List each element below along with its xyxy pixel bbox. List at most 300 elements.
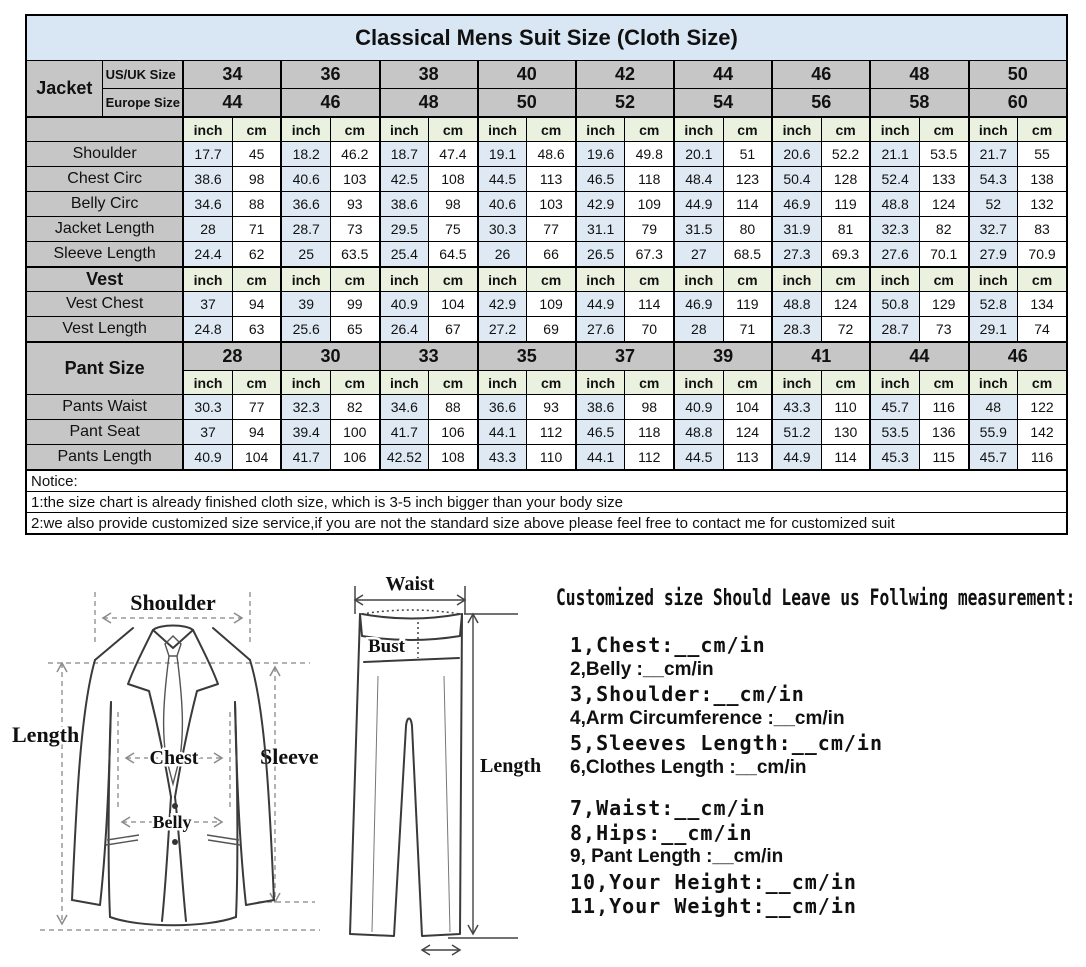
- measurement-list-item: 10,Your Height:__cm/in: [570, 869, 857, 894]
- inch-value-cell: 55.9: [969, 420, 1018, 445]
- inch-value-cell: 54.3: [969, 167, 1018, 192]
- inch-value-cell: 46.9: [674, 292, 723, 317]
- inch-value-cell: 34.6: [380, 395, 429, 420]
- us-uk-size: 36: [281, 61, 379, 89]
- measurement-list-item: 1,Chest:__cm/in: [570, 633, 766, 657]
- inch-value-cell: 27.6: [576, 317, 625, 343]
- measurement-list-item: 2,Belly :__cm/in: [570, 658, 714, 680]
- table-row: [26, 267, 1067, 292]
- inch-value-cell: 50.4: [772, 167, 821, 192]
- inch-value-cell: 26: [478, 242, 527, 268]
- us-uk-size-label: US/UK Size: [102, 61, 183, 89]
- cm-value-cell: 71: [232, 217, 281, 242]
- notice-title: Notice:: [26, 470, 1067, 492]
- unit-inch-header: inch: [183, 371, 232, 395]
- cm-value-cell: 64.5: [429, 242, 478, 268]
- inch-value-cell: 28.3: [772, 317, 821, 343]
- pant-size: 41: [772, 342, 870, 371]
- cm-value-cell: 70.1: [919, 242, 968, 268]
- cm-value-cell: 110: [821, 395, 870, 420]
- cm-value-cell: 122: [1018, 395, 1067, 420]
- shoulder-label: Shoulder: [130, 590, 216, 615]
- cm-value-cell: 124: [723, 420, 772, 445]
- inch-value-cell: 36.6: [478, 395, 527, 420]
- inch-value-cell: 42.9: [478, 292, 527, 317]
- unit-cm-header: cm: [821, 267, 870, 292]
- cm-value-cell: 79: [625, 217, 674, 242]
- unit-cm-header: cm: [429, 267, 478, 292]
- cm-value-cell: 129: [919, 292, 968, 317]
- inch-value-cell: 21.1: [870, 142, 919, 167]
- inch-value-cell: 46.9: [772, 192, 821, 217]
- unit-cm-header: cm: [625, 117, 674, 142]
- inch-value-cell: 32.3: [870, 217, 919, 242]
- inch-value-cell: 20.6: [772, 142, 821, 167]
- inch-value-cell: 41.7: [380, 420, 429, 445]
- unit-inch-header: inch: [772, 371, 821, 395]
- inch-value-cell: 44.5: [674, 445, 723, 471]
- table-row: [26, 395, 1067, 420]
- pants-length-label: Length: [480, 755, 542, 777]
- inch-value-cell: 32.3: [281, 395, 330, 420]
- table-row: [26, 217, 1067, 242]
- table-row: [26, 15, 1067, 61]
- cm-value-cell: 94: [232, 420, 281, 445]
- table-row: [26, 142, 1067, 167]
- table-row: [26, 242, 1067, 268]
- unit-cm-header: cm: [919, 267, 968, 292]
- custom-size-list: [556, 633, 1084, 919]
- inch-value-cell: 42.9: [576, 192, 625, 217]
- waist-label: Waist: [385, 573, 435, 595]
- unit-cm-header: cm: [1018, 371, 1067, 395]
- unit-inch-header: inch: [380, 371, 429, 395]
- unit-inch-header: inch: [870, 267, 919, 292]
- cm-value-cell: 69: [527, 317, 576, 343]
- inch-value-cell: 31.5: [674, 217, 723, 242]
- inch-value-cell: 18.7: [380, 142, 429, 167]
- unit-inch-header: inch: [478, 117, 527, 142]
- pant-size: 35: [478, 342, 576, 371]
- measurement-row-label: Vest Length: [26, 317, 183, 343]
- cm-value-cell: 71: [723, 317, 772, 343]
- inch-value-cell: 40.9: [380, 292, 429, 317]
- cm-value-cell: 114: [723, 192, 772, 217]
- unit-cm-header: cm: [429, 371, 478, 395]
- pants-outline: [350, 614, 462, 936]
- inch-value-cell: 18.2: [281, 142, 330, 167]
- bust-label: Bust: [368, 636, 405, 657]
- cm-value-cell: 106: [330, 445, 379, 471]
- cm-value-cell: 83: [1018, 217, 1067, 242]
- unit-inch-header: inch: [576, 117, 625, 142]
- cm-value-cell: 73: [330, 217, 379, 242]
- measurement-list-item: 5,Sleeves Length:__cm/in: [570, 731, 883, 755]
- inch-value-cell: 28: [674, 317, 723, 343]
- inch-value-cell: 44.9: [772, 445, 821, 471]
- table-row: [26, 117, 1067, 142]
- cm-value-cell: 93: [330, 192, 379, 217]
- pant-size: 33: [380, 342, 478, 371]
- belly-label: Belly: [152, 812, 192, 832]
- unit-cm-header: cm: [723, 117, 772, 142]
- blank-corner-cell: [26, 117, 183, 142]
- cm-value-cell: 80: [723, 217, 772, 242]
- inch-value-cell: 31.1: [576, 217, 625, 242]
- us-uk-size: 46: [772, 61, 870, 89]
- cm-value-cell: 133: [919, 167, 968, 192]
- us-uk-size: 44: [674, 61, 772, 89]
- cm-value-cell: 132: [1018, 192, 1067, 217]
- us-uk-size: 40: [478, 61, 576, 89]
- unit-inch-header: inch: [772, 267, 821, 292]
- cm-value-cell: 138: [1018, 167, 1067, 192]
- cm-value-cell: 81: [821, 217, 870, 242]
- table-row: [26, 342, 1067, 371]
- cm-value-cell: 77: [527, 217, 576, 242]
- measurement-list-item: 7,Waist:__cm/in: [570, 796, 766, 820]
- unit-inch-header: inch: [674, 371, 723, 395]
- unit-inch-header: inch: [870, 117, 919, 142]
- sleeve-measure-arrows: [258, 667, 315, 902]
- table-title: Classical Mens Suit Size (Cloth Size): [26, 15, 1067, 61]
- cm-value-cell: 55: [1018, 142, 1067, 167]
- inch-value-cell: 38.6: [183, 167, 232, 192]
- inch-value-cell: 51.2: [772, 420, 821, 445]
- cm-value-cell: 130: [821, 420, 870, 445]
- inch-value-cell: 25.4: [380, 242, 429, 268]
- cm-value-cell: 72: [821, 317, 870, 343]
- measurement-row-label: Belly Circ: [26, 192, 183, 217]
- unit-inch-header: inch: [576, 267, 625, 292]
- cm-value-cell: 109: [527, 292, 576, 317]
- cm-value-cell: 99: [330, 292, 379, 317]
- inch-value-cell: 45.7: [969, 445, 1018, 471]
- inch-value-cell: 48.8: [674, 420, 723, 445]
- inch-value-cell: 39.4: [281, 420, 330, 445]
- unit-cm-header: cm: [723, 267, 772, 292]
- table-row: [26, 292, 1067, 317]
- inch-value-cell: 52: [969, 192, 1018, 217]
- cm-value-cell: 103: [527, 192, 576, 217]
- inch-value-cell: 40.6: [281, 167, 330, 192]
- table-row: [26, 317, 1067, 343]
- inch-value-cell: 45.7: [870, 395, 919, 420]
- cm-value-cell: 94: [232, 292, 281, 317]
- inch-value-cell: 37: [183, 420, 232, 445]
- cm-value-cell: 114: [625, 292, 674, 317]
- cm-value-cell: 113: [527, 167, 576, 192]
- pant-size: 28: [183, 342, 281, 371]
- table-row: [26, 61, 1067, 89]
- inch-value-cell: 40.9: [183, 445, 232, 471]
- sleeve-label: Sleeve: [260, 744, 319, 769]
- unit-cm-header: cm: [232, 371, 281, 395]
- cm-value-cell: 70: [625, 317, 674, 343]
- inch-value-cell: 44.5: [478, 167, 527, 192]
- cm-value-cell: 106: [429, 420, 478, 445]
- cm-value-cell: 118: [625, 420, 674, 445]
- inch-value-cell: 46.5: [576, 420, 625, 445]
- europe-size: 54: [674, 89, 772, 118]
- custom-size-section: [556, 586, 1084, 919]
- cm-value-cell: 112: [527, 420, 576, 445]
- cm-value-cell: 48.6: [527, 142, 576, 167]
- inch-value-cell: 28: [183, 217, 232, 242]
- unit-inch-header: inch: [576, 371, 625, 395]
- unit-inch-header: inch: [969, 371, 1018, 395]
- pant-section-label: Pant Size: [26, 342, 183, 395]
- europe-size: 48: [380, 89, 478, 118]
- unit-inch-header: inch: [870, 371, 919, 395]
- jacket-diagram: [10, 572, 345, 962]
- inch-value-cell: 25.6: [281, 317, 330, 343]
- pants-diagram: [338, 566, 553, 961]
- unit-inch-header: inch: [380, 267, 429, 292]
- cm-value-cell: 104: [429, 292, 478, 317]
- unit-cm-header: cm: [330, 267, 379, 292]
- inch-value-cell: 42.52: [380, 445, 429, 471]
- europe-size: 52: [576, 89, 674, 118]
- europe-size: 46: [281, 89, 379, 118]
- pant-size: 39: [674, 342, 772, 371]
- cm-value-cell: 66: [527, 242, 576, 268]
- cm-value-cell: 136: [919, 420, 968, 445]
- size-chart-table: [25, 14, 1068, 535]
- unit-cm-header: cm: [625, 371, 674, 395]
- inch-value-cell: 25: [281, 242, 330, 268]
- measurement-list-item: 6,Clothes Length :__cm/in: [570, 756, 807, 778]
- chest-label: Chest: [149, 747, 199, 769]
- cm-value-cell: 134: [1018, 292, 1067, 317]
- cm-value-cell: 124: [919, 192, 968, 217]
- pant-size: 44: [870, 342, 968, 371]
- cm-value-cell: 98: [625, 395, 674, 420]
- cm-value-cell: 113: [723, 445, 772, 471]
- inch-value-cell: 43.3: [478, 445, 527, 471]
- unit-inch-header: inch: [772, 117, 821, 142]
- inch-value-cell: 53.5: [870, 420, 919, 445]
- cm-value-cell: 119: [821, 192, 870, 217]
- unit-inch-header: inch: [281, 267, 330, 292]
- europe-size: 58: [870, 89, 968, 118]
- cm-value-cell: 49.8: [625, 142, 674, 167]
- cm-value-cell: 108: [429, 167, 478, 192]
- cm-value-cell: 123: [723, 167, 772, 192]
- measurement-list-item: 8,Hips:__cm/in: [570, 820, 753, 845]
- europe-size: 56: [772, 89, 870, 118]
- unit-cm-header: cm: [232, 117, 281, 142]
- cm-value-cell: 109: [625, 192, 674, 217]
- unit-cm-header: cm: [429, 117, 478, 142]
- cm-value-cell: 98: [232, 167, 281, 192]
- inch-value-cell: 29.1: [969, 317, 1018, 343]
- cm-value-cell: 112: [625, 445, 674, 471]
- inch-value-cell: 26.5: [576, 242, 625, 268]
- cm-value-cell: 118: [625, 167, 674, 192]
- cm-value-cell: 45: [232, 142, 281, 167]
- inch-value-cell: 42.5: [380, 167, 429, 192]
- unit-inch-header: inch: [183, 117, 232, 142]
- europe-size: 60: [969, 89, 1068, 118]
- inch-value-cell: 44.1: [478, 420, 527, 445]
- unit-inch-header: inch: [478, 371, 527, 395]
- cm-value-cell: 115: [919, 445, 968, 471]
- table-row: [26, 167, 1067, 192]
- unit-cm-header: cm: [527, 371, 576, 395]
- cm-value-cell: 52.2: [821, 142, 870, 167]
- inch-value-cell: 43.3: [772, 395, 821, 420]
- cm-value-cell: 63.5: [330, 242, 379, 268]
- cm-value-cell: 74: [1018, 317, 1067, 343]
- us-uk-size: 48: [870, 61, 968, 89]
- inch-value-cell: 24.4: [183, 242, 232, 268]
- cm-value-cell: 68.5: [723, 242, 772, 268]
- pant-size: 37: [576, 342, 674, 371]
- inch-value-cell: 46.5: [576, 167, 625, 192]
- measurement-row-label: Chest Circ: [26, 167, 183, 192]
- table-row: [26, 513, 1067, 535]
- cm-value-cell: 67: [429, 317, 478, 343]
- unit-inch-header: inch: [969, 267, 1018, 292]
- inch-value-cell: 48.8: [870, 192, 919, 217]
- cm-value-cell: 69.3: [821, 242, 870, 268]
- cm-value-cell: 77: [232, 395, 281, 420]
- inch-value-cell: 45.3: [870, 445, 919, 471]
- pant-size: 46: [969, 342, 1068, 371]
- cm-value-cell: 47.4: [429, 142, 478, 167]
- unit-inch-header: inch: [183, 267, 232, 292]
- us-uk-size: 50: [969, 61, 1068, 89]
- inch-value-cell: 30.3: [183, 395, 232, 420]
- unit-inch-header: inch: [281, 117, 330, 142]
- unit-cm-header: cm: [821, 371, 870, 395]
- inch-value-cell: 31.9: [772, 217, 821, 242]
- unit-cm-header: cm: [330, 117, 379, 142]
- measurement-list-item: 11,Your Weight:__cm/in: [570, 894, 857, 918]
- notice-line: 1:the size chart is already finished cloth size, which is 3-5 inch bigger than your body size: [26, 492, 1067, 513]
- unit-cm-header: cm: [1018, 267, 1067, 292]
- unit-cm-header: cm: [232, 267, 281, 292]
- inch-value-cell: 28.7: [281, 217, 330, 242]
- inch-value-cell: 19.6: [576, 142, 625, 167]
- cm-value-cell: 65: [330, 317, 379, 343]
- cm-value-cell: 108: [429, 445, 478, 471]
- unit-inch-header: inch: [674, 117, 723, 142]
- inch-value-cell: 44.9: [576, 292, 625, 317]
- hem-measure-arrows: [422, 945, 460, 955]
- vest-section-label: Vest: [26, 267, 183, 292]
- inch-value-cell: 48: [969, 395, 1018, 420]
- cm-value-cell: 103: [330, 167, 379, 192]
- cm-value-cell: 104: [232, 445, 281, 471]
- cm-value-cell: 51: [723, 142, 772, 167]
- length-measure-arrows: [40, 663, 320, 930]
- cm-value-cell: 104: [723, 395, 772, 420]
- inch-value-cell: 48.4: [674, 167, 723, 192]
- unit-inch-header: inch: [478, 267, 527, 292]
- inch-value-cell: 50.8: [870, 292, 919, 317]
- table-row: [26, 470, 1067, 492]
- measurement-row-label: Jacket Length: [26, 217, 183, 242]
- custom-size-heading: Customized size Should Leave us Follwing measurement:: [556, 586, 1076, 611]
- table-row: [26, 192, 1067, 217]
- us-uk-size: 34: [183, 61, 281, 89]
- cm-value-cell: 70.9: [1018, 242, 1067, 268]
- unit-cm-header: cm: [625, 267, 674, 292]
- inch-value-cell: 32.7: [969, 217, 1018, 242]
- inch-value-cell: 30.3: [478, 217, 527, 242]
- unit-inch-header: inch: [674, 267, 723, 292]
- inch-value-cell: 52.8: [969, 292, 1018, 317]
- jacket-section-label: Jacket: [26, 61, 102, 118]
- cm-value-cell: 62: [232, 242, 281, 268]
- inch-value-cell: 34.6: [183, 192, 232, 217]
- inch-value-cell: 29.5: [380, 217, 429, 242]
- waistband-dotted-line: [362, 610, 460, 614]
- inch-value-cell: 17.7: [183, 142, 232, 167]
- inch-value-cell: 36.6: [281, 192, 330, 217]
- cm-value-cell: 100: [330, 420, 379, 445]
- inch-value-cell: 24.8: [183, 317, 232, 343]
- unit-cm-header: cm: [1018, 117, 1067, 142]
- table-row: [26, 420, 1067, 445]
- cm-value-cell: 82: [919, 217, 968, 242]
- inch-value-cell: 40.6: [478, 192, 527, 217]
- inch-value-cell: 48.8: [772, 292, 821, 317]
- unit-cm-header: cm: [919, 117, 968, 142]
- cm-value-cell: 124: [821, 292, 870, 317]
- cm-value-cell: 114: [821, 445, 870, 471]
- unit-cm-header: cm: [330, 371, 379, 395]
- measurement-row-label: Vest Chest: [26, 292, 183, 317]
- inch-value-cell: 19.1: [478, 142, 527, 167]
- cm-value-cell: 88: [232, 192, 281, 217]
- inch-value-cell: 28.7: [870, 317, 919, 343]
- unit-inch-header: inch: [969, 117, 1018, 142]
- cm-value-cell: 93: [527, 395, 576, 420]
- inch-value-cell: 27.9: [969, 242, 1018, 268]
- inch-value-cell: 38.6: [576, 395, 625, 420]
- length-label: Length: [12, 722, 80, 747]
- cm-value-cell: 75: [429, 217, 478, 242]
- unit-cm-header: cm: [821, 117, 870, 142]
- measurement-row-label: Sleeve Length: [26, 242, 183, 268]
- cm-value-cell: 98: [429, 192, 478, 217]
- cm-value-cell: 82: [330, 395, 379, 420]
- europe-size: 50: [478, 89, 576, 118]
- cm-value-cell: 63: [232, 317, 281, 343]
- inch-value-cell: 41.7: [281, 445, 330, 471]
- inch-value-cell: 27.6: [870, 242, 919, 268]
- table-row: [26, 492, 1067, 513]
- measurement-row-label: Shoulder: [26, 142, 183, 167]
- cm-value-cell: 116: [919, 395, 968, 420]
- cm-value-cell: 88: [429, 395, 478, 420]
- measurement-row-label: Pants Waist: [26, 395, 183, 420]
- unit-cm-header: cm: [723, 371, 772, 395]
- inch-value-cell: 40.9: [674, 395, 723, 420]
- us-uk-size: 38: [380, 61, 478, 89]
- pant-size: 30: [281, 342, 379, 371]
- inch-value-cell: 44.9: [674, 192, 723, 217]
- cm-value-cell: 67.3: [625, 242, 674, 268]
- cm-value-cell: 128: [821, 167, 870, 192]
- inch-value-cell: 44.1: [576, 445, 625, 471]
- cm-value-cell: 53.5: [919, 142, 968, 167]
- cm-value-cell: 119: [723, 292, 772, 317]
- us-uk-size: 42: [576, 61, 674, 89]
